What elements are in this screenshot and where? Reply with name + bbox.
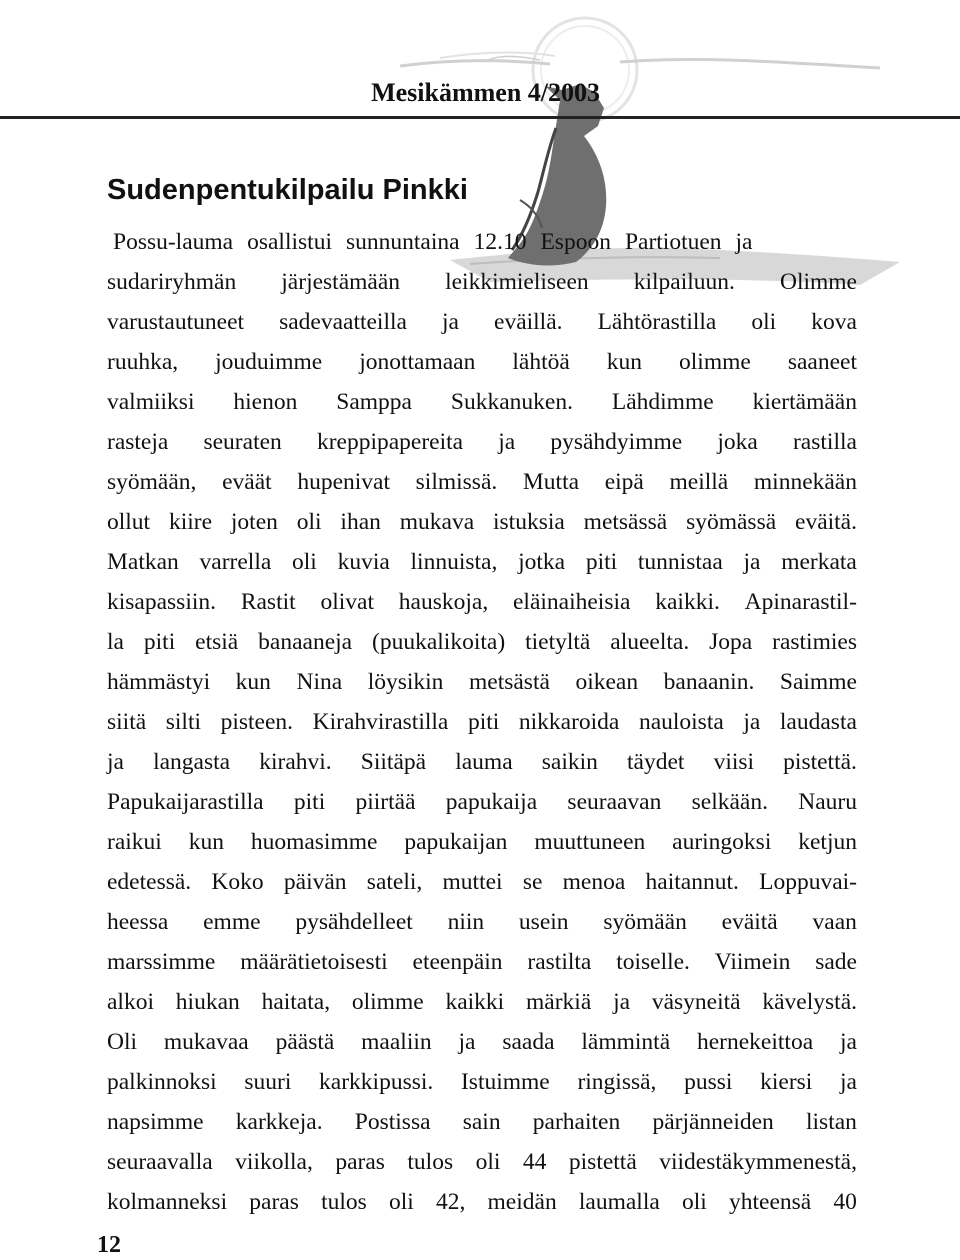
body-line: ja langasta kirahvi. Siitäpä lauma saikin täydet viisi pistettä.: [107, 749, 857, 775]
body-line: Matkan varrella oli kuvia linnuista, jotka piti tunnistaa ja merkata: [107, 549, 857, 575]
body-line: sudariryhmän järjestämään leikkimieliseen kilpailuun. Olimme: [107, 269, 857, 295]
body-line: seuraavalla viikolla, paras tulos oli 44 pistettä viidestäkymmenestä,: [107, 1149, 857, 1175]
body-line: syömään, eväät hupenivat silmissä. Mutta eipä meillä minnekään: [107, 469, 857, 495]
body-line: alkoi hiukan haitata, olimme kaikki märkiä ja väsyneitä kävelystä.: [107, 989, 857, 1015]
body-line: varustautuneet sadevaatteilla ja eväillä. Lähtörastilla oli kova: [107, 309, 857, 335]
body-line: ruuhka, jouduimme jonottamaan lähtöä kun olimme saaneet: [107, 349, 857, 375]
body-line: la piti etsiä banaaneja (puukalikoita) tietyltä alueelta. Jopa rastimies: [107, 629, 857, 655]
body-line: Papukaijarastilla piti piirtää papukaija seuraavan selkään. Nauru: [107, 789, 857, 815]
body-line: edetessä. Koko päivän sateli, muttei se menoa haitannut. Loppuvai-: [107, 869, 857, 895]
body-line: hämmästyi kun Nina löysikin metsästä oikean banaanin. Saimme: [107, 669, 857, 695]
body-line: Oli mukavaa päästä maaliin ja saada lämmintä hernekeittoa ja: [107, 1029, 857, 1055]
publication-title: Mesikämmen 4/2003: [371, 78, 600, 107]
body-line: kolmanneksi paras tulos oli 42, meidän laumalla oli yhteensä 40: [107, 1189, 857, 1215]
article-body: [107, 222, 857, 1222]
header-rule: [0, 116, 960, 119]
body-line: valmiiksi hienon Samppa Sukkanuken. Lähdimme kiertämään: [107, 389, 857, 415]
body-line: marssimme määrätietoisesti eteenpäin rastilta toiselle. Viimein sade: [107, 949, 857, 975]
body-line: kisapassiin. Rastit olivat hauskoja, eläinaiheisia kaikki. Apinarastil-: [107, 589, 857, 615]
body-line: raikui kun huomasimme papukaijan muuttuneen auringoksi ketjun: [107, 829, 857, 855]
page-number: 12: [97, 1232, 121, 1258]
article-title: Sudenpentukilpailu Pinkki: [107, 174, 468, 206]
body-line: siitä silti pisteen. Kirahvirastilla piti nikkaroida nauloista ja laudasta: [107, 709, 857, 735]
body-line: palkinnoksi suuri karkkipussi. Istuimme ringissä, pussi kiersi ja: [107, 1069, 857, 1095]
body-line: heessa emme pysähdelleet niin usein syömään eväitä vaan: [107, 909, 857, 935]
body-line: Possu-lauma osallistui sunnuntaina 12.10 Espoon Partiotuen ja: [113, 229, 753, 255]
body-line: ollut kiire joten oli ihan mukava istuksia metsässä syömässä eväitä.: [107, 509, 857, 535]
body-line: napsimme karkkeja. Postissa sain parhaiten pärjänneiden listan: [107, 1109, 857, 1135]
body-line: rasteja seuraten kreppipapereita ja pysähdyimme joka rastilla: [107, 429, 857, 455]
